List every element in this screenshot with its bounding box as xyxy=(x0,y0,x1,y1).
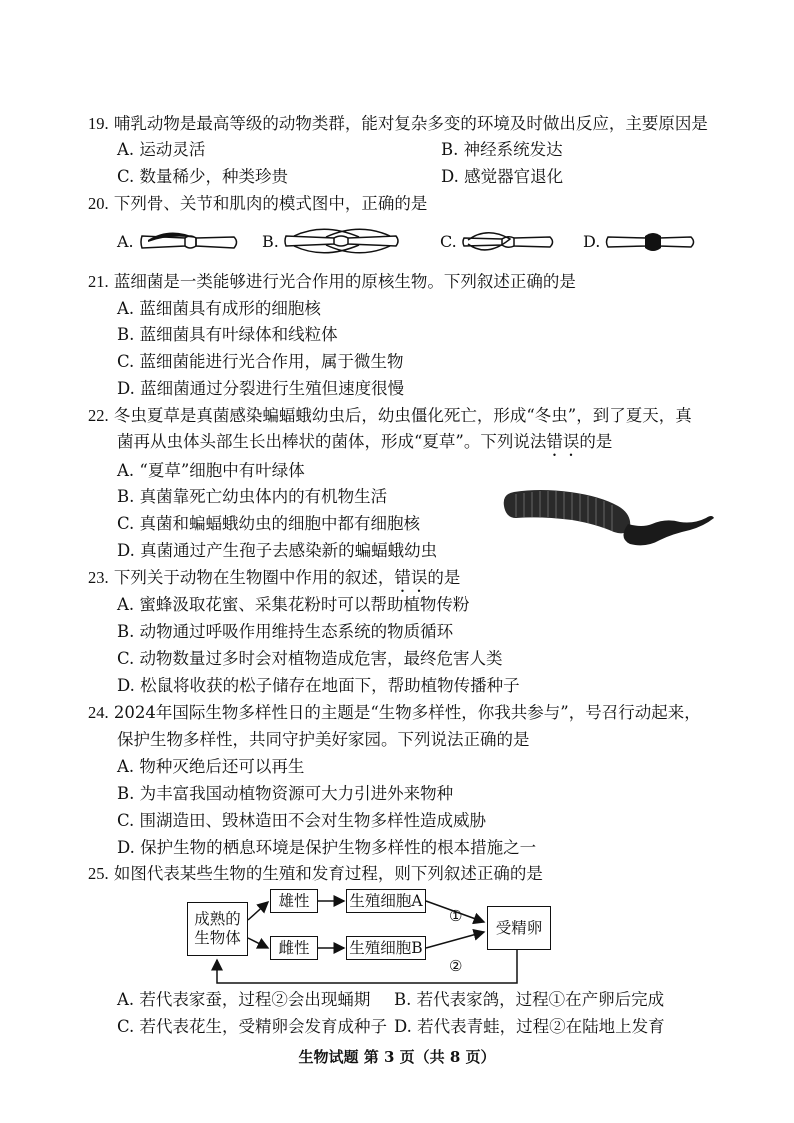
organism-box: 成熟的 生物体 xyxy=(187,902,248,956)
q20-option-a: A. xyxy=(117,232,134,251)
q23-option-d: D. 松鼠将收获的松子储存在地面下，帮助植物传播种子 xyxy=(117,676,520,695)
q20-option-d: D. xyxy=(583,232,601,251)
q23-stem: 23. 下列关于动物在生物圈中作用的叙述，错误的是 xyxy=(88,568,461,587)
process-1-label: ① xyxy=(449,907,463,925)
q22-option-b: B. 真菌靠死亡幼虫体内的有机物生活 xyxy=(117,487,388,506)
q22-option-c: C. 真菌和蝙蝠蛾幼虫的细胞中都有细胞核 xyxy=(117,514,421,533)
q24-option-c: C. 围湖造田、毁林造田不会对生物多样性造成威胁 xyxy=(117,811,487,830)
q24-option-b: B. 为丰富我国动植物资源可大力引进外来物种 xyxy=(117,784,454,803)
q23-emphasis: 错误 xyxy=(394,568,428,587)
process-2-label: ② xyxy=(449,957,463,975)
q19-option-a: A. 运动灵活 xyxy=(117,140,206,159)
q23-option-c: C. 动物数量过多时会对植物造成危害，最终危害人类 xyxy=(117,649,503,668)
zygote-box: 受精卵 xyxy=(487,906,551,950)
q19-option-c: C. 数量稀少，种类珍贵 xyxy=(117,167,289,186)
q20-stem: 20. 下列骨、关节和肌肉的模式图中，正确的是 xyxy=(88,194,428,213)
q23-option-a: A. 蜜蜂汲取花蜜、采集花粉时可以帮助植物传粉 xyxy=(117,595,470,614)
q25-option-a: A. 若代表家蚕，过程②会出现蛹期 xyxy=(117,990,371,1009)
q24-stem-line1: 24. 2024年国际生物多样性日的主题是“生物多样性，你我共参与”，号召行动起来， xyxy=(88,703,701,722)
q21-option-c: C. 蓝细菌能进行光合作用，属于微生物 xyxy=(117,352,404,371)
q21-option-b: B. 蓝细菌具有叶绿体和线粒体 xyxy=(117,325,338,344)
q24-stem-line2: 保护生物多样性，共同守护美好家园。下列说法正确的是 xyxy=(117,730,530,749)
q21-option-d: D. 蓝细菌通过分裂进行生殖但速度很慢 xyxy=(117,379,405,398)
q25-option-b: B. 若代表家鸽，过程①在产卵后完成 xyxy=(394,990,665,1009)
q25-stem: 25. 如图代表某些生物的生殖和发育过程，则下列叙述正确的是 xyxy=(88,864,543,883)
page-footer: 生物试题 第 3 页（共 8 页） xyxy=(298,1048,496,1066)
germ-cell-b-box: 生殖细胞B xyxy=(346,936,426,960)
q19-option-b: B. 神经系统发达 xyxy=(441,140,563,159)
q22-stem-line2: 菌再从虫体头部生长出棒状的菌体，形成“夏草”。下列说法错误的是 xyxy=(117,432,613,451)
q25-option-c: C. 若代表花生，受精卵会发育成种子 xyxy=(117,1017,388,1036)
germ-cell-a-box: 生殖细胞A xyxy=(346,889,426,913)
q20-option-b: B. xyxy=(262,232,279,251)
q22-option-d: D. 真菌通过产生孢子去感染新的蝙蝠蛾幼虫 xyxy=(117,541,438,560)
q23-option-b: B. 动物通过呼吸作用维持生态系统的物质循环 xyxy=(117,622,454,641)
female-box: 雌性 xyxy=(270,936,318,960)
q21-stem: 21. 蓝细菌是一类能够进行光合作用的原核生物。下列叙述正确的是 xyxy=(88,272,576,291)
q21-option-a: A. 蓝细菌具有成形的细胞核 xyxy=(117,299,321,318)
q22-option-a: A. “夏草”细胞中有叶绿体 xyxy=(117,461,305,480)
q25-option-d: D. 若代表青蛙，过程②在陆地上发育 xyxy=(394,1017,665,1036)
male-box: 雄性 xyxy=(270,889,318,913)
q24-option-a: A. 物种灭绝后还可以再生 xyxy=(117,757,305,776)
q22-stem-line1: 22. 冬虫夏草是真菌感染蝙蝠蛾幼虫后，幼虫僵化死亡，形成“冬虫”，到了夏天，真 xyxy=(88,406,692,425)
q19-option-d: D. 感觉器官退化 xyxy=(441,167,564,186)
q19-stem: 19. 哺乳动物是最高等级的动物类群，能对复杂多变的环境及时做出反应，主要原因是 xyxy=(88,114,708,133)
q22-emphasis: 错误 xyxy=(546,432,580,451)
q24-option-d: D. 保护生物的栖息环境是保护生物多样性的根本措施之一 xyxy=(117,838,537,857)
q20-option-c: C. xyxy=(440,232,457,251)
